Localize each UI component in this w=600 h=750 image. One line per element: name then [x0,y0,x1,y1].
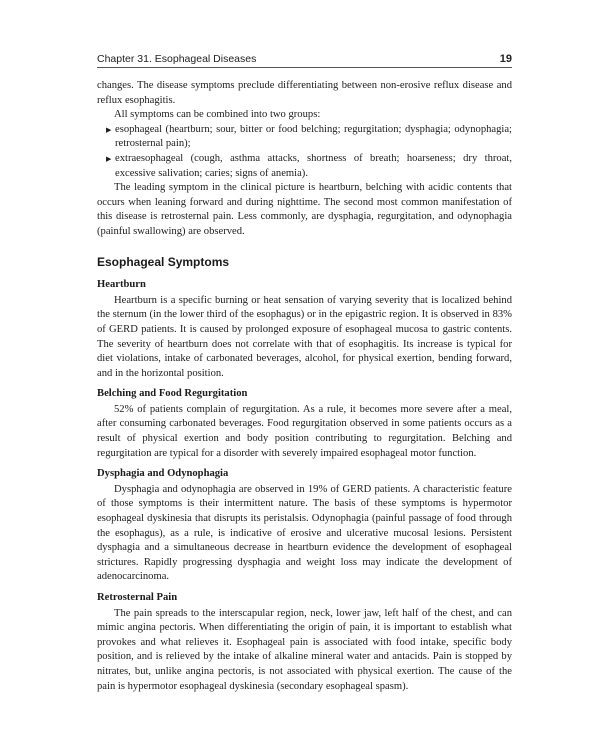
chapter-title: Chapter 31. Esophageal Diseases [97,53,257,65]
list-item [106,152,512,181]
subsection-belching [97,387,512,461]
section-heading: Esophageal Symptoms [97,254,230,269]
header-rule [97,67,512,68]
page-number: 19 [499,53,512,65]
subsection-heading: Belching and Food Regurgitation [97,388,248,400]
running-head [97,53,512,65]
subsection-heading: Dysphagia and Odynophagia [97,468,229,480]
intro-paragraph-leading-symptom: The leading symptom in the clinical picture is heartburn, belching with acidic contents that occurs when leaning forward and during nighttime. The second most common manifestation of this disease is retrosternal pain. Less commonly, are dysphagia, regurgitation, and odynophagia (painful swallowing) are observed. [97,182,512,237]
list-item [106,123,512,152]
subsection-text: Dysphagia and odynophagia are observed in 19% of GERD patients. A characteristic feature of those symptoms is their intermittent nature. The basis of these symptoms is hypermotor esophageal dyskinesia that disrupts its peristalsis. Odynophagia (painful passage of food through the esophagus), as a rule, is indicative of erosive and ulcerative mucosal lesions. Persistent dysphagia and a simultaneous decrease in heartburn evidence the development of esophageal strictures. Rapidly progressing dysphagia and weight loss may indicate the development of adenocarcinoma. [97,483,512,583]
subsection-heading: Heartburn [97,279,146,291]
intro-paragraph-groups: All symptoms can be combined into two groups: [114,109,321,121]
subsection-heartburn [97,278,512,381]
symptom-groups-list [97,123,512,181]
bullet-arrow-icon: ▶ [106,154,112,163]
intro-paragraph-continued: changes. The disease symptoms preclude differentiating between non-erosive reflux disease and reflux esophagitis. [97,80,512,106]
bullet-arrow-icon: ▶ [106,125,112,134]
subsection-text: 52% of patients complain of regurgitation. As a rule, it becomes more severe after a meal, after consuming carbonated beverages. Food regurgitation observed in some patients occurs as a result of physical exertion and body position contributing to regurgitation. Belching and regurgitation are typical for a disorder with severely impaired esophageal motor function. [97,403,512,459]
subsection-text: The pain spreads to the interscapular region, neck, lower jaw, left half of the chest, and can mimic angina pectoris. When differentiating the origin of pain, it is important to establish what provokes and what relieves it. Esophageal pain is associated with food intake, specific body position, and is relieved by the intake of alkaline mineral water and antacids. Pain is stopped by nitrates, but, unlike angina pectoris, is not associated with physical exertion. The cause of the pain is hypermotor esophageal dyskinesia (secondary esophageal spasm). [97,607,512,692]
list-item-text: esophageal (heartburn; sour, bitter or food belching; regurgitation; dysphagia; odynophagia; retrosternal pain); [115,123,512,150]
page-body [97,79,512,694]
subsection-dysphagia [97,467,512,585]
subsection-retrosternal-pain [97,591,512,694]
subsection-text: Heartburn is a specific burning or heat sensation of varying severity that is localized behind the sternum (in the lower third of the esophagus) or in the epigastric region. It is observed in 83% of GERD patients. It is caused by prolonged exposure of esophageal mucosa to gastric contents. The severity of heartburn does not correlate with that of esophagitis. Its increase is typical for diet violations, intake of carbonated beverages, alcohol, for physical exertion, bending forward, and in the horizontal position. [97,294,512,379]
list-item-text: extraesophageal (cough, asthma attacks, shortness of breath; hoarseness; dry throat, excessive salivation; caries; signs of anemia). [115,152,512,179]
subsection-heading: Retrosternal Pain [97,592,178,603]
